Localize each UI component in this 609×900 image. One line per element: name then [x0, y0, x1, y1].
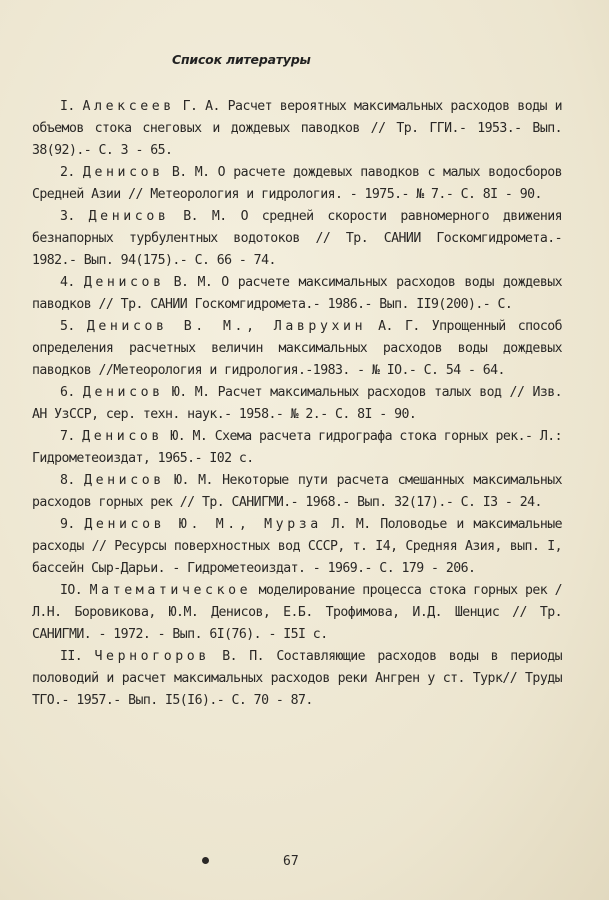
reference-author: Математическое — [89, 583, 252, 598]
reference-initials: Ю. М. — [171, 385, 210, 400]
reference-text: О средней скорости равномерного движения безнапорных турбулентных водотоков // Тр. САНИИ Госкомгидромета.- 1982.- Вып. 94(175).- С. 66 - 74. — [32, 209, 563, 268]
reference-text: моделирование процесса стока горных рек / Л.Н. Боровикова, Ю.М. Денисов, Е.Б. Трофимова, И.Д. Шенцис // Тр. САНИГМИ. - 1972. - Вып. 6I(76). - I5I с. — [32, 583, 563, 642]
page-title: Список литературы — [172, 52, 311, 67]
reference-item — [32, 646, 562, 712]
reference-initials: Ю. М. — [174, 473, 213, 488]
reference-item — [32, 580, 562, 646]
reference-initials: Л. М. — [331, 517, 371, 532]
reference-item — [32, 206, 562, 272]
ink-dot — [202, 857, 209, 864]
reference-item — [32, 470, 562, 514]
reference-author: Денисов — [82, 429, 163, 444]
reference-number: 9. — [60, 517, 75, 532]
reference-initials: В. М. — [171, 165, 210, 180]
reference-author: Денисов — [84, 473, 165, 488]
reference-item — [32, 96, 562, 162]
reference-number: I. — [60, 99, 75, 114]
reference-text: Схема расчета гидрографа стока горных рек.- Л.: Гидрометеоиздат, 1965.- I02 с. — [32, 429, 562, 466]
reference-number: 5. — [60, 319, 75, 334]
reference-initials: В. М. — [173, 275, 213, 290]
reference-author: Денисов Ю. М., Мурза — [84, 517, 322, 532]
reference-author: Денисов В. М., Лаврухин — [86, 319, 367, 334]
reference-number: 6. — [60, 385, 75, 400]
reference-list — [32, 96, 562, 712]
reference-author: Денисов — [82, 165, 164, 180]
reference-text: Упрощенный способ определения расчетных величин максимальных расходов воды дождевых паводков //Метеорология и гидрология.-1983. - № IO.- С. 54 - 64. — [32, 319, 563, 378]
reference-number: 2. — [60, 165, 75, 180]
reference-text: Расчет максимальных расходов талых вод // Изв. АН УзССР, сер. техн. наук.- 1958.- № 2.- С. 8I - 90. — [32, 385, 563, 422]
reference-item — [32, 426, 562, 470]
reference-text: Составляющие расходов воды в периоды половодий и расчет максимальных расходов реки Ангрен у ст. Турк// Труды ТГО.- 1957.- Вып. I5(I6).- С. 70 - 87. — [32, 649, 563, 708]
reference-author: Черногоров — [94, 649, 210, 664]
reference-number: II. — [60, 649, 83, 664]
reference-item — [32, 162, 562, 206]
reference-item — [32, 382, 562, 426]
reference-author: Денисов — [82, 385, 164, 400]
reference-author: Денисов — [88, 209, 170, 224]
reference-initials: В. П. — [222, 649, 265, 664]
reference-number: 7. — [60, 429, 75, 444]
reference-text: О расчете максимальных расходов воды дождевых паводков // Тр. САНИИ Госкомгидромета.- 1986.- Вып. II9(200).- С. — [32, 275, 563, 312]
reference-initials: Ю. М. — [170, 429, 208, 444]
reference-initials: А. Г. — [378, 319, 420, 334]
reference-item — [32, 514, 562, 580]
reference-author: Алексеев — [82, 99, 175, 114]
reference-author: Денисов — [83, 275, 165, 290]
reference-text: Некоторые пути расчета смешанных максимальных расходов горных рек // Тр. САНИГМИ.- 1968.- Вып. 32(17).- С. I3 - 24. — [32, 473, 563, 510]
page-number: 67 — [283, 854, 299, 869]
reference-text: Расчет вероятных максимальных расходов воды и объемов стока снеговых и дождевых паводков // Тр. ГГИ.- 1953.- Вып. 38(92).- С. 3 - 65. — [32, 99, 562, 158]
reference-item — [32, 272, 562, 316]
reference-text: Половодье и максимальные расходы // Ресурсы поверхностных вод СССР, т. I4, Средняя Азия, вып. I, бассейн Сыр-Дарьи. - Гидрометеоиздат. - 1969.- С. 179 - 206. — [32, 517, 562, 576]
reference-initials: Г. А. — [182, 99, 220, 114]
reference-number: 8. — [60, 473, 75, 488]
reference-number: 4. — [60, 275, 75, 290]
reference-number: 3. — [60, 209, 75, 224]
reference-number: IO. — [60, 583, 83, 598]
reference-initials: В. М. — [183, 209, 227, 224]
reference-text: О расчете дождевых паводков с малых водосборов Средней Азии // Метеорология и гидрология. - 1975.- № 7.- С. 8I - 90. — [32, 165, 563, 202]
reference-item — [32, 316, 562, 382]
